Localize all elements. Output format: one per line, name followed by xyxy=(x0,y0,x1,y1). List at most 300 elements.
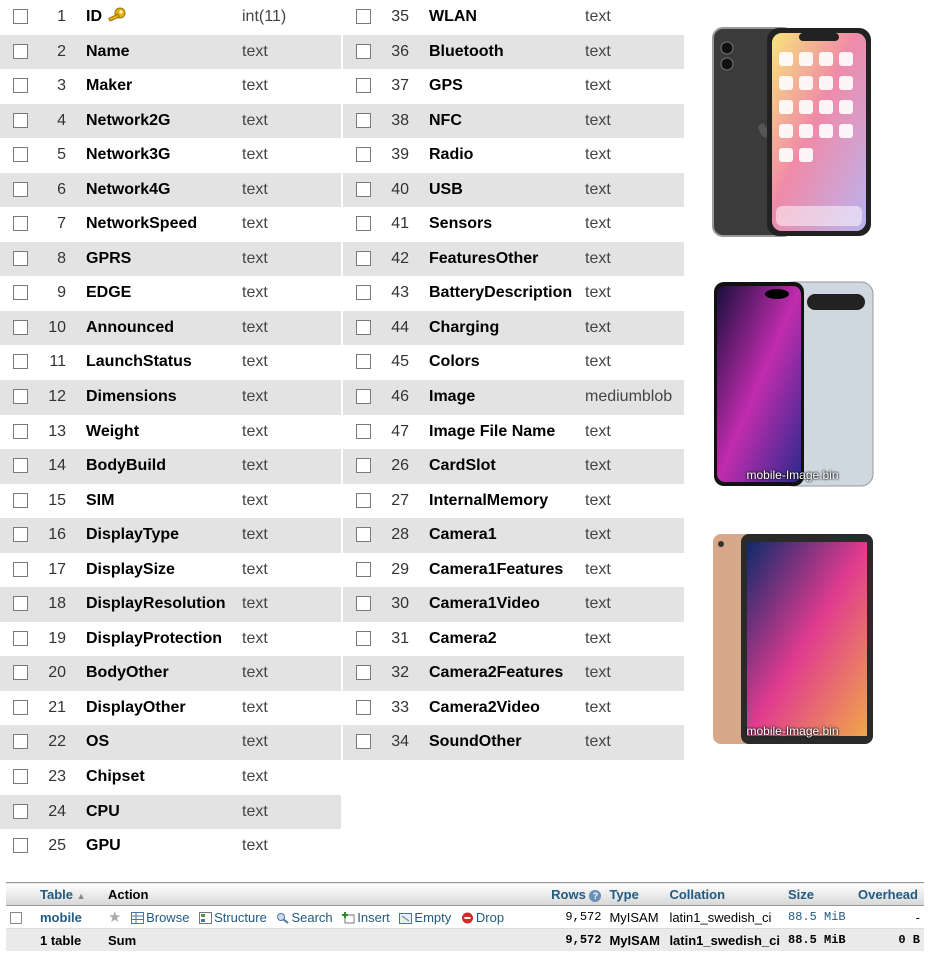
field-name-text: Charging xyxy=(429,318,500,336)
field-name-text: Dimensions xyxy=(86,388,177,406)
field-name-text: DisplaySize xyxy=(86,560,175,578)
sum-size: 88.5 MiB xyxy=(784,929,854,952)
table-summary xyxy=(6,882,924,951)
field-number: 6 xyxy=(57,180,66,198)
field-row xyxy=(343,35,684,70)
column-overhead-header[interactable]: Overhead xyxy=(854,883,924,906)
column-type-header[interactable]: Type xyxy=(605,883,665,906)
field-number: 47 xyxy=(391,422,409,440)
field-row xyxy=(0,69,341,104)
field-type: text xyxy=(242,146,268,164)
field-type: text xyxy=(585,491,611,509)
field-checkbox[interactable] xyxy=(13,354,28,369)
field-checkbox[interactable] xyxy=(13,631,28,646)
field-checkbox[interactable] xyxy=(356,285,371,300)
field-row xyxy=(0,207,341,242)
field-name xyxy=(429,104,462,138)
field-name-text: NFC xyxy=(429,111,462,129)
field-type: int(11) xyxy=(242,8,287,25)
field-name-text: Chipset xyxy=(86,768,145,786)
table-row xyxy=(6,906,924,929)
field-name-text: Bluetooth xyxy=(429,42,504,60)
field-type: text xyxy=(242,180,268,198)
field-type: text xyxy=(242,284,268,302)
collation-value: latin1_swedish_ci xyxy=(665,906,784,929)
field-name-text: CardSlot xyxy=(429,457,496,475)
field-type: text xyxy=(585,284,611,302)
field-type: text xyxy=(585,146,611,164)
field-list-middle xyxy=(343,0,684,760)
field-name-text: DisplayProtection xyxy=(86,629,223,647)
field-checkbox[interactable] xyxy=(356,734,371,749)
field-name-text: Camera1Video xyxy=(429,595,540,613)
field-checkbox[interactable] xyxy=(13,424,28,439)
field-number: 22 xyxy=(48,733,66,751)
field-row xyxy=(343,242,684,277)
field-name xyxy=(86,207,197,241)
overhead-value: - xyxy=(854,906,924,929)
phone-image-preview-2[interactable] xyxy=(711,278,874,490)
field-name xyxy=(86,242,131,276)
field-name-text: GPRS xyxy=(86,249,132,267)
field-name-text: WLAN xyxy=(429,8,477,25)
field-name-text: Announced xyxy=(86,318,174,336)
field-name-text: Radio xyxy=(429,146,474,164)
structure-button[interactable]: Structure xyxy=(199,910,267,925)
image-watermark: mobile-Image.bin xyxy=(746,724,839,738)
tablet-image xyxy=(711,532,874,746)
field-type: text xyxy=(585,42,611,60)
field-checkbox[interactable] xyxy=(13,493,28,508)
drop-icon xyxy=(461,912,474,927)
field-checkbox[interactable] xyxy=(13,804,28,819)
field-name xyxy=(429,69,463,103)
empty-button[interactable]: Empty xyxy=(399,910,451,925)
column-rows-header[interactable]: Rows ? xyxy=(535,883,605,906)
field-name xyxy=(86,104,170,138)
field-number: 39 xyxy=(391,146,409,164)
field-row xyxy=(0,276,341,311)
field-type: text xyxy=(585,77,611,95)
field-name-text: Maker xyxy=(86,77,133,95)
field-name xyxy=(429,35,504,69)
field-checkbox[interactable] xyxy=(13,9,28,24)
field-checkbox[interactable] xyxy=(13,216,28,231)
field-name-text: Camera2 xyxy=(429,629,497,647)
field-row xyxy=(0,242,341,277)
help-icon[interactable]: ? xyxy=(589,890,601,902)
field-number: 42 xyxy=(391,249,409,267)
field-row xyxy=(343,415,684,450)
field-type: text xyxy=(242,595,268,613)
field-number: 16 xyxy=(48,526,66,544)
field-checkbox[interactable] xyxy=(356,562,371,577)
row-count: 9,572 xyxy=(535,906,605,929)
field-name-text: DisplayOther xyxy=(86,698,186,716)
field-type: text xyxy=(585,249,611,267)
field-type: text xyxy=(242,768,268,786)
field-number: 21 xyxy=(48,698,66,716)
field-name xyxy=(429,345,480,379)
browse-button[interactable]: Browse xyxy=(131,910,189,925)
field-type: text xyxy=(585,318,611,336)
column-table-header[interactable]: Table ▲ xyxy=(36,883,104,906)
field-row xyxy=(343,622,684,657)
field-row xyxy=(0,725,341,760)
field-row xyxy=(0,173,341,208)
field-row xyxy=(0,691,341,726)
field-number: 19 xyxy=(48,629,66,647)
field-name-text: BodyOther xyxy=(86,664,169,682)
field-number: 25 xyxy=(48,837,66,855)
field-name xyxy=(429,242,538,276)
field-name xyxy=(86,829,121,863)
search-icon xyxy=(276,912,289,927)
drop-button[interactable]: Drop xyxy=(461,910,504,925)
field-row xyxy=(343,656,684,691)
field-name-text: USB xyxy=(429,180,463,198)
field-name-text: DisplayType xyxy=(86,526,180,544)
field-number: 38 xyxy=(391,111,409,129)
field-name xyxy=(86,795,120,829)
row-checkbox[interactable] xyxy=(10,912,22,924)
field-number: 44 xyxy=(391,318,409,336)
search-button[interactable]: Search xyxy=(276,910,332,925)
column-collation-header[interactable]: Collation xyxy=(665,883,784,906)
field-checkbox[interactable] xyxy=(356,44,371,59)
phone-image-preview-1[interactable] xyxy=(711,26,874,238)
insert-icon xyxy=(342,912,355,927)
field-checkbox[interactable] xyxy=(356,251,371,266)
field-type: text xyxy=(585,526,611,544)
field-checkbox[interactable] xyxy=(13,320,28,335)
field-name xyxy=(86,691,186,725)
field-name-text: Network2G xyxy=(86,111,171,129)
field-checkbox[interactable] xyxy=(13,251,28,266)
field-name xyxy=(86,276,131,310)
field-type: text xyxy=(585,698,611,716)
star-icon[interactable]: ★ xyxy=(108,908,122,926)
field-checkbox[interactable] xyxy=(356,527,371,542)
field-number: 43 xyxy=(391,284,409,302)
field-checkbox[interactable] xyxy=(13,700,28,715)
field-type: text xyxy=(242,837,268,855)
field-checkbox[interactable] xyxy=(356,458,371,473)
field-row xyxy=(343,345,684,380)
field-name xyxy=(429,484,548,518)
field-type: text xyxy=(242,526,268,544)
field-number: 41 xyxy=(391,215,409,233)
field-type: text xyxy=(585,664,611,682)
field-type: text xyxy=(242,491,268,509)
field-number: 23 xyxy=(48,768,66,786)
field-checkbox[interactable] xyxy=(356,9,371,24)
field-checkbox[interactable] xyxy=(356,631,371,646)
empty-icon xyxy=(399,912,412,927)
field-name-text: SIM xyxy=(86,491,115,509)
sum-collation: latin1_swedish_ci xyxy=(665,929,784,952)
field-number: 33 xyxy=(391,698,409,716)
field-name xyxy=(86,656,169,690)
field-name xyxy=(86,138,170,172)
field-checkbox[interactable] xyxy=(356,147,371,162)
field-type: text xyxy=(242,457,268,475)
field-checkbox[interactable] xyxy=(13,113,28,128)
field-row xyxy=(343,553,684,588)
field-number: 46 xyxy=(391,388,409,406)
field-name-text: LaunchStatus xyxy=(86,353,192,371)
field-type: text xyxy=(242,664,268,682)
field-checkbox[interactable] xyxy=(13,389,28,404)
field-row xyxy=(0,449,341,484)
field-number: 40 xyxy=(391,180,409,198)
field-type: text xyxy=(242,422,268,440)
field-row xyxy=(343,518,684,553)
field-number: 12 xyxy=(48,388,66,406)
field-number: 29 xyxy=(391,560,409,578)
field-name-text: DisplayResolution xyxy=(86,595,226,613)
field-name xyxy=(429,691,540,725)
sum-overhead: 0 B xyxy=(854,929,924,952)
field-checkbox[interactable] xyxy=(13,147,28,162)
field-checkbox[interactable] xyxy=(13,458,28,473)
field-checkbox[interactable] xyxy=(13,562,28,577)
field-name-text: ID xyxy=(86,8,102,25)
field-type: text xyxy=(585,180,611,198)
field-name xyxy=(86,35,130,69)
sum-label: Sum xyxy=(104,929,535,952)
field-number: 15 xyxy=(48,491,66,509)
field-number: 5 xyxy=(57,146,66,164)
field-type: text xyxy=(242,802,268,820)
field-number: 2 xyxy=(57,42,66,60)
field-number: 37 xyxy=(391,77,409,95)
field-type: text xyxy=(242,111,268,129)
field-name xyxy=(429,553,563,587)
field-row xyxy=(343,484,684,519)
size-value[interactable]: 88.5 MiB xyxy=(784,906,854,929)
field-checkbox[interactable] xyxy=(13,769,28,784)
field-row xyxy=(343,276,684,311)
field-type: mediumblob xyxy=(585,388,673,406)
insert-button[interactable]: Insert xyxy=(342,910,390,925)
field-checkbox[interactable] xyxy=(356,113,371,128)
field-number: 14 xyxy=(48,457,66,475)
field-name-text: Colors xyxy=(429,353,480,371)
field-name-text: OS xyxy=(86,733,110,751)
field-name xyxy=(429,311,499,345)
field-checkbox[interactable] xyxy=(356,665,371,680)
structure-icon xyxy=(199,912,212,927)
field-type: text xyxy=(585,733,611,751)
field-row xyxy=(0,345,341,380)
field-number: 18 xyxy=(48,595,66,613)
field-number: 34 xyxy=(391,733,409,751)
field-type: text xyxy=(585,629,611,647)
field-name xyxy=(86,380,177,414)
field-checkbox[interactable] xyxy=(356,424,371,439)
column-size-header[interactable]: Size xyxy=(784,883,854,906)
field-row xyxy=(0,484,341,519)
field-checkbox[interactable] xyxy=(13,182,28,197)
field-checkbox[interactable] xyxy=(356,216,371,231)
field-type: text xyxy=(242,215,268,233)
field-name-text: NetworkSpeed xyxy=(86,215,198,233)
field-checkbox[interactable] xyxy=(13,78,28,93)
tablet-image-preview[interactable] xyxy=(711,532,874,746)
field-checkbox[interactable] xyxy=(13,44,28,59)
field-row xyxy=(343,725,684,760)
field-name xyxy=(86,311,174,345)
field-number: 3 xyxy=(57,77,66,95)
field-row xyxy=(343,311,684,346)
field-type: text xyxy=(242,249,268,267)
field-type: text xyxy=(242,629,268,647)
field-checkbox[interactable] xyxy=(356,493,371,508)
field-number: 24 xyxy=(48,802,66,820)
field-name-text: Camera2Features xyxy=(429,664,564,682)
field-row xyxy=(0,380,341,415)
field-type: text xyxy=(242,318,268,336)
field-name xyxy=(86,173,170,207)
field-name xyxy=(86,69,132,103)
field-name xyxy=(86,587,226,621)
field-number: 26 xyxy=(391,457,409,475)
field-row xyxy=(0,622,341,657)
field-type: text xyxy=(585,353,611,371)
field-row xyxy=(0,587,341,622)
field-row xyxy=(0,35,341,70)
field-name-text: Sensors xyxy=(429,215,493,233)
field-type: text xyxy=(242,388,268,406)
field-row xyxy=(0,415,341,450)
field-row xyxy=(0,518,341,553)
field-name-text: CPU xyxy=(86,802,120,820)
field-name xyxy=(86,725,109,759)
field-number: 9 xyxy=(57,284,66,302)
field-number: 30 xyxy=(391,595,409,613)
field-checkbox[interactable] xyxy=(356,320,371,335)
field-name-text: InternalMemory xyxy=(429,491,549,509)
field-checkbox[interactable] xyxy=(13,665,28,680)
field-checkbox[interactable] xyxy=(356,78,371,93)
field-row xyxy=(343,207,684,242)
field-name xyxy=(429,138,473,172)
field-row xyxy=(343,691,684,726)
field-type: text xyxy=(242,698,268,716)
field-number: 36 xyxy=(391,42,409,60)
field-checkbox[interactable] xyxy=(13,596,28,611)
field-name-text: Camera1Features xyxy=(429,560,564,578)
field-name xyxy=(429,0,477,34)
field-type: text xyxy=(585,595,611,613)
field-name-text: EDGE xyxy=(86,284,132,302)
field-name xyxy=(429,656,563,690)
field-checkbox[interactable] xyxy=(356,700,371,715)
field-number: 1 xyxy=(57,8,66,25)
field-name xyxy=(86,345,192,379)
field-name xyxy=(86,760,145,794)
column-action-header: Action xyxy=(104,883,535,906)
field-name xyxy=(86,449,166,483)
field-row xyxy=(0,829,341,864)
field-checkbox[interactable] xyxy=(356,354,371,369)
field-name xyxy=(86,0,126,36)
field-number: 20 xyxy=(48,664,66,682)
field-type: text xyxy=(242,42,268,60)
field-row xyxy=(0,553,341,588)
field-type: text xyxy=(242,77,268,95)
field-name xyxy=(429,449,496,483)
field-number: 11 xyxy=(49,353,66,371)
phone-image-2 xyxy=(711,278,874,490)
field-row xyxy=(0,795,341,830)
field-type: text xyxy=(585,111,611,129)
field-name-text: Weight xyxy=(86,422,140,440)
field-checkbox[interactable] xyxy=(13,838,28,853)
field-name xyxy=(429,380,475,414)
field-row xyxy=(343,380,684,415)
field-type: text xyxy=(242,560,268,578)
field-number: 31 xyxy=(391,629,409,647)
field-row xyxy=(0,138,341,173)
image-watermark: mobile-Image.bin xyxy=(746,468,839,482)
field-checkbox[interactable] xyxy=(13,285,28,300)
field-name-text: Name xyxy=(86,42,130,60)
field-type: text xyxy=(242,353,268,371)
field-type: text xyxy=(585,457,611,475)
field-checkbox[interactable] xyxy=(13,734,28,749)
table-name-link[interactable]: mobile xyxy=(40,909,82,925)
field-number: 4 xyxy=(57,111,66,129)
browse-icon xyxy=(131,912,144,927)
field-name xyxy=(86,518,179,552)
table-header-row xyxy=(6,883,924,906)
field-number: 35 xyxy=(391,8,409,25)
field-name xyxy=(429,622,497,656)
table-count: 1 table xyxy=(36,929,104,952)
sum-rows: 9,572 xyxy=(535,929,605,952)
field-checkbox[interactable] xyxy=(356,182,371,197)
field-name xyxy=(429,725,521,759)
field-type: text xyxy=(585,8,611,25)
field-checkbox[interactable] xyxy=(13,527,28,542)
field-name-text: Camera1 xyxy=(429,526,497,544)
field-name-text: BodyBuild xyxy=(86,457,166,475)
field-name-text: Camera2Video xyxy=(429,698,540,716)
field-row xyxy=(343,104,684,139)
field-name xyxy=(429,415,555,449)
field-row xyxy=(0,0,341,35)
engine-value: MyISAM xyxy=(605,906,665,929)
phone-image-1 xyxy=(711,26,874,238)
field-row xyxy=(343,138,684,173)
field-number: 45 xyxy=(391,353,409,371)
field-name xyxy=(429,207,492,241)
field-row xyxy=(343,449,684,484)
field-checkbox[interactable] xyxy=(356,596,371,611)
field-number: 10 xyxy=(48,318,66,336)
field-name-text: BatteryDescription xyxy=(429,284,573,302)
field-checkbox[interactable] xyxy=(356,389,371,404)
field-name xyxy=(86,622,222,656)
field-name-text: GPU xyxy=(86,837,121,855)
field-number: 8 xyxy=(57,249,66,267)
field-type: text xyxy=(242,733,268,751)
sort-asc-icon: ▲ xyxy=(76,890,86,901)
field-row xyxy=(343,173,684,208)
field-number: 32 xyxy=(391,664,409,682)
